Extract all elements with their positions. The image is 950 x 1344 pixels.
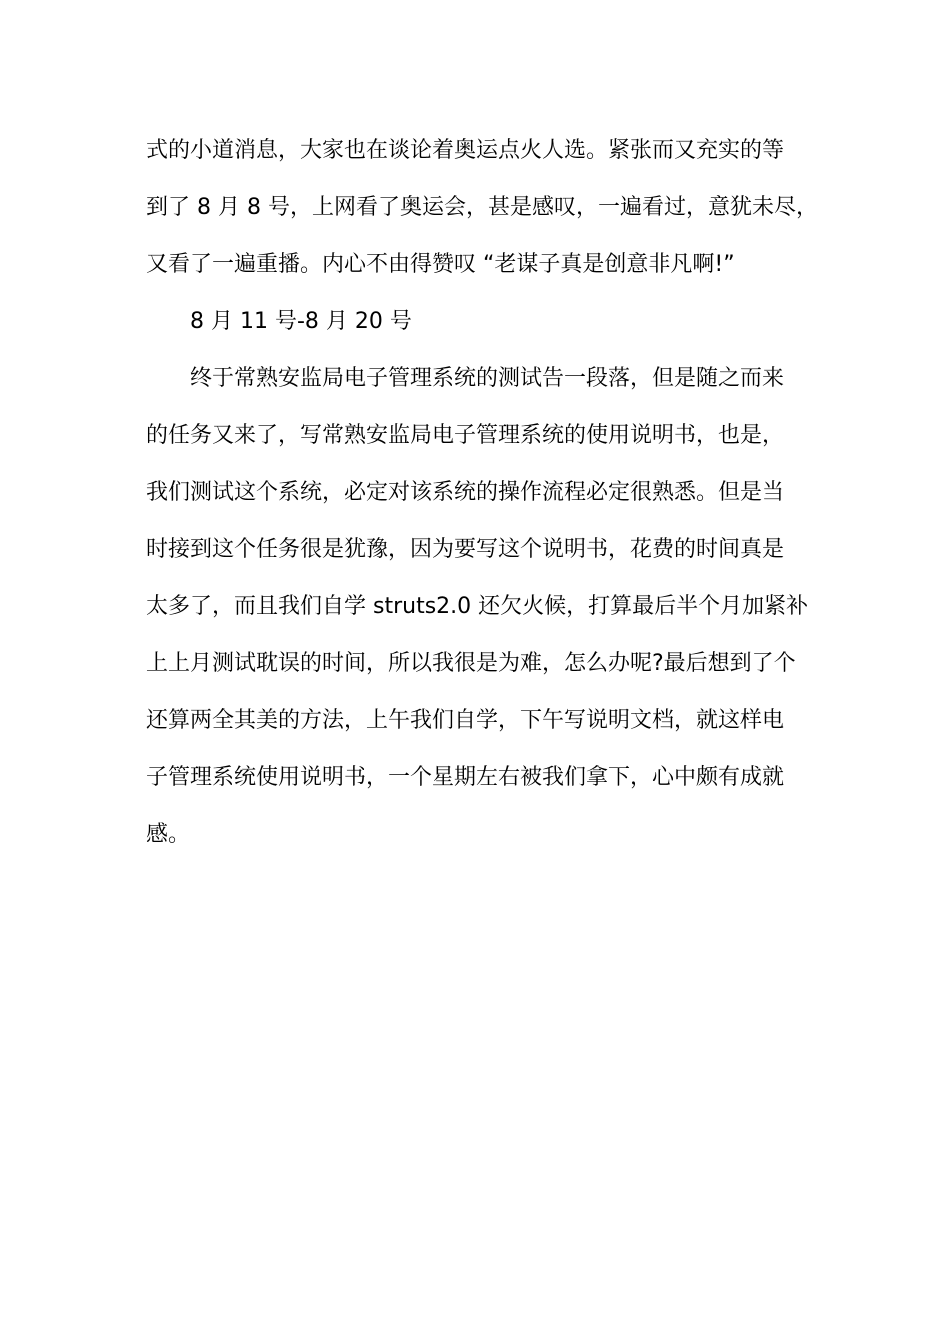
paragraph-line: 上上月测试耽误的时间，所以我很是为难，怎么办呢?最后想到了个 — [146, 651, 796, 676]
paragraph-line: 太多了，而且我们自学 struts2.0 还欠火候，打算最后半个月加紧补 — [146, 594, 809, 619]
paragraph-line: 我们测试这个系统，必定对该系统的操作流程必定很熟悉。但是当 — [146, 480, 785, 505]
paragraph-line: 终于常熟安监局电子管理系统的测试告一段落，但是随之而来 — [190, 366, 785, 391]
paragraph-line: 的任务又来了，写常熟安监局电子管理系统的使用说明书，也是， — [146, 423, 785, 448]
paragraph-line: 时接到这个任务很是犹豫，因为要写这个说明书，花费的时间真是 — [146, 537, 785, 562]
paragraph-line: 还算两全其美的方法，上午我们自学，下午写说明文档，就这样电 — [146, 708, 785, 733]
paragraph-line: 到了 8 月 8 号，上网看了奥运会，甚是感叹，一遍看过，意犹未尽， — [146, 195, 818, 220]
paragraph-line: 式的小道消息，大家也在谈论着奥运点火人选。紧张而又充实的等 — [146, 138, 785, 163]
paragraph-line: 子管理系统使用说明书，一个星期左右被我们拿下，心中颇有成就 — [146, 765, 785, 790]
date-heading: 8 月 11 号-8 月 20 号 — [190, 309, 412, 334]
paragraph-line: 又看了一遍重播。内心不由得赞叹 “老谋子真是创意非凡啊!” — [146, 252, 735, 277]
paragraph-line: 感。 — [146, 822, 191, 847]
